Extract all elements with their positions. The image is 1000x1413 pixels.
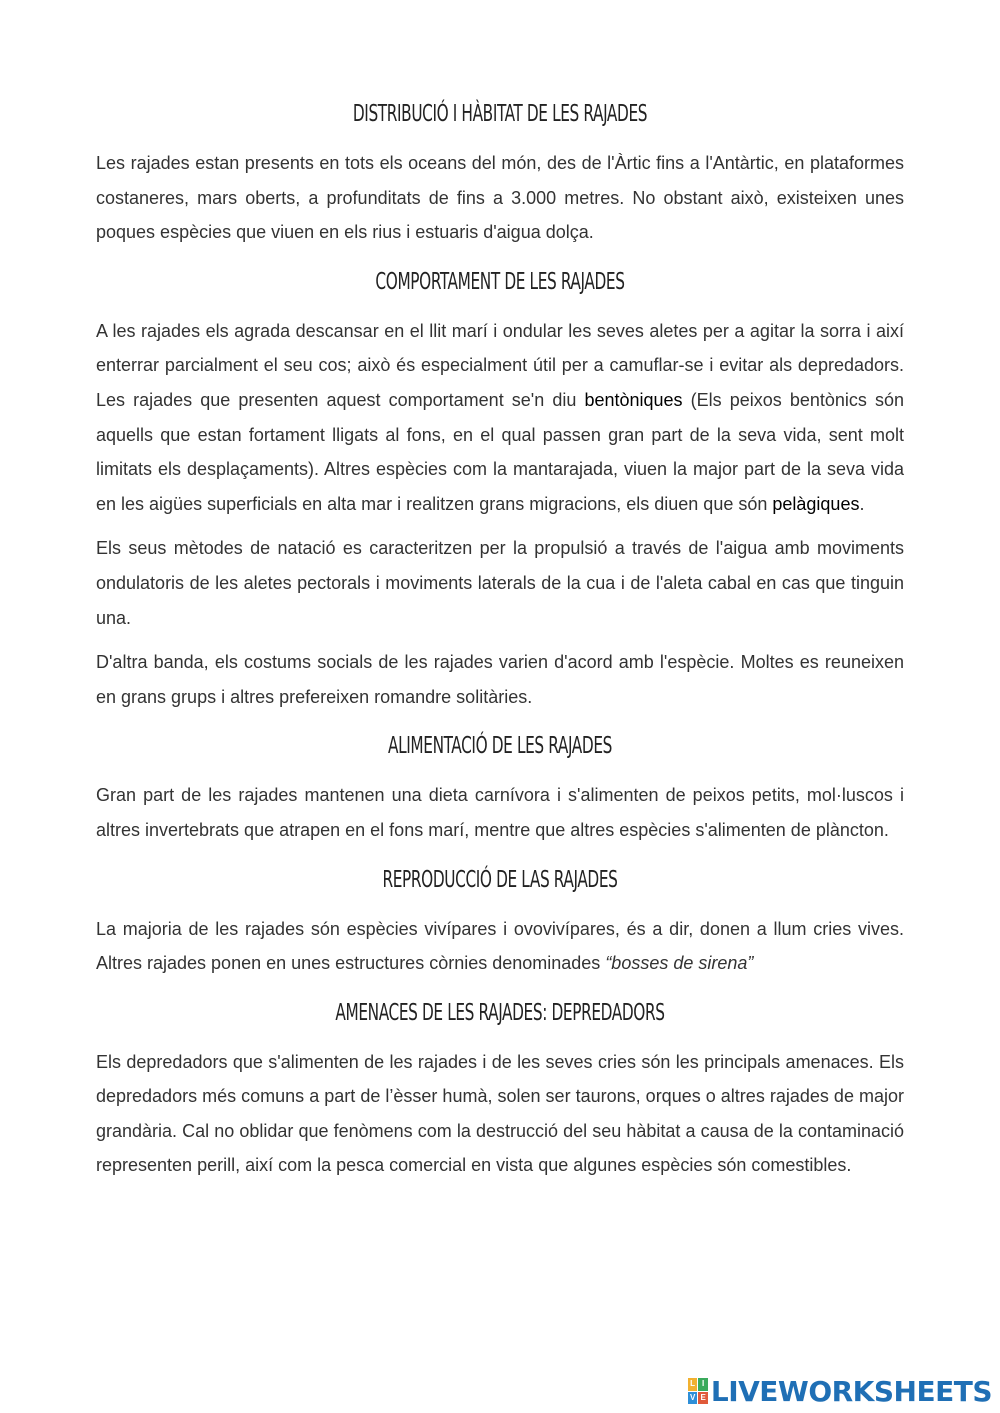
text-run: La majoria de les rajades són espècies vivípares i ovovivípares, és a dir, donen a llum cries vives. Altres rajades ponen en unes estructures còrnies denominades bbox=[96, 918, 904, 974]
heading-feeding: ALIMENTACIÓ DE LES RAJADES bbox=[388, 733, 612, 760]
liveworksheets-logo[interactable] bbox=[688, 1375, 992, 1407]
paragraph-feeding: Gran part de les rajades mantenen una dieta carnívora i s'alimenten de peixos petits, mol·luscos i altres invertebrats que atrapen en el fons marí, mentre que altres espècies s'alimenten de plàncton. bbox=[96, 785, 904, 840]
term-pelagiques: pelàgiques bbox=[772, 493, 860, 514]
text-run: A les rajades els agrada descansar en el llit marí i ondular les seves aletes per a agitar la sorra i així enterrar parcialment el seu cos; això és especialment útil per a camuflar-se i evitar als depredadors. Les rajades que presenten aquest comportament se'n diu bbox=[96, 320, 904, 410]
logo-text: LIVEWORKSHEETS bbox=[710, 1374, 992, 1408]
text-run: (Els peixos bentònics són aquells que estan fortament lligats al fons, en el qual passen gran part de la seva vida, sent molt limitats els desplaçaments). Altres espècies com la mantarajada, viuen la major part de la seva vida en les aigües superficials en alta mar i realitzen grans migracions, els diuen que són bbox=[96, 389, 904, 514]
paragraph-threats: Els depredadors que s'alimenten de les rajades i de les seves cries són les principals amenaces. Els depredadors més comuns a part de l’èsser humà, solen ser taurons, orques o altres rajades de major grandària. Cal no oblidar que fenòmens com la destrucció del seu hàbitat a causa de la contaminació representen perill, així com la pesca comercial en vista que algunes espècies són comestibles. bbox=[96, 1051, 904, 1176]
logo-badge-letter: L bbox=[688, 1378, 698, 1391]
logo-badge-icon bbox=[688, 1378, 708, 1404]
logo-badge-letter: V bbox=[688, 1392, 698, 1405]
document-page bbox=[96, 92, 904, 1193]
paragraph-behaviour-3: D'altra banda, els costums socials de les rajades varien d'acord amb l'espècie. Moltes es reuneixen en grans grups i altres prefereixen romandre solitàries. bbox=[96, 652, 904, 707]
term-bentoniques: bentòniques bbox=[584, 389, 683, 410]
paragraph-reproduction bbox=[96, 912, 904, 981]
paragraph-behaviour-2: Els seus mètodes de natació es caracteritzen per la propulsió a través de l'aigua amb moviments ondulatoris de les aletes pectorals i moviments laterals de la cua i de l'aleta cabal en cas que tinguin una. bbox=[96, 538, 904, 628]
heading-reproduction: REPRODUCCIÓ DE LAS RAJADES bbox=[382, 866, 618, 893]
logo-badge-letter: E bbox=[698, 1392, 708, 1405]
text-run: . bbox=[859, 493, 865, 514]
paragraph-distribution: Les rajades estan presents en tots els oceans del món, des de l'Àrtic fins a l'Antàrtic, en plataformes costaneres, mars oberts, a profunditats de fins a 3.000 metres. No obstant això, existeixen unes poques espècies que viuen en els rius i estuaris d'aigua dolça. bbox=[96, 153, 904, 243]
logo-badge-letter: I bbox=[698, 1378, 708, 1391]
paragraph-behaviour-1 bbox=[96, 314, 904, 522]
heading-behaviour: COMPORTAMENT DE LES RAJADES bbox=[375, 268, 625, 295]
heading-threats: AMENACES DE LES RAJADES: DEPREDADORS bbox=[335, 999, 665, 1026]
heading-distribution: DISTRIBUCIÓ I HÀBITAT DE LES RAJADES bbox=[352, 101, 648, 127]
term-bosses-de-sirena: “bosses de sirena” bbox=[605, 953, 754, 974]
